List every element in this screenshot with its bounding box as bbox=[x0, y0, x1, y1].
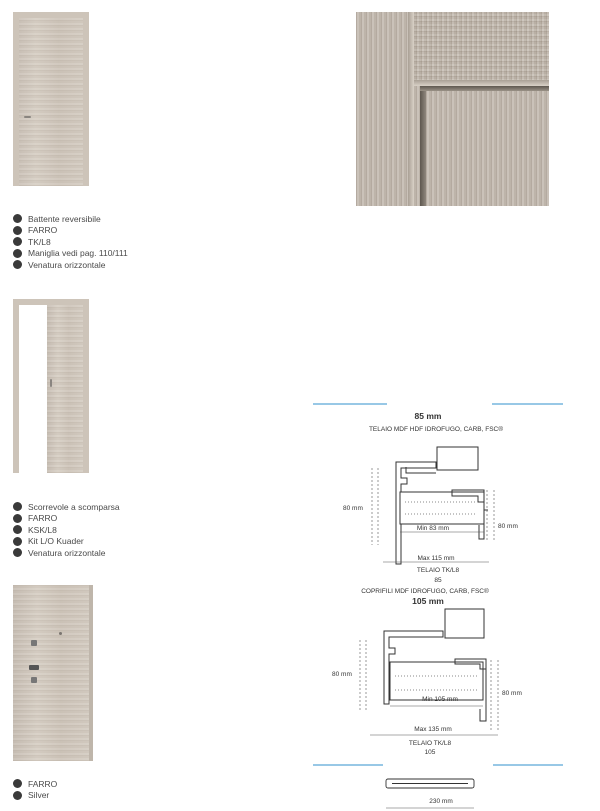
d1-max-label: Max 115 mm bbox=[417, 555, 455, 562]
d1-height-right: 80 mm bbox=[498, 523, 518, 530]
d1-height-left: 80 mm bbox=[343, 505, 363, 512]
d2-telaio-label: TELAIO TK/L8 bbox=[408, 740, 452, 747]
coprifili-material-label: COPRIFILI MDF IDROFUGO, CARB, FSC® bbox=[361, 588, 489, 595]
d1-number: 85 bbox=[434, 577, 442, 584]
d2-max-label: Max 135 mm bbox=[414, 726, 452, 733]
top-width-label: 85 mm bbox=[414, 411, 442, 421]
feature-label: FARRO bbox=[28, 225, 58, 236]
d1-telaio-label: TELAIO TK/L8 bbox=[416, 567, 460, 574]
feature-label: Kit L/O Kuader bbox=[28, 536, 84, 547]
feature-label: Venatura orizzontale bbox=[28, 259, 106, 270]
feature-label: FARRO bbox=[28, 778, 58, 789]
feature-label: Battente reversibile bbox=[28, 213, 101, 224]
d2-min-label: Min 105 mm bbox=[422, 696, 458, 703]
feature-label: Silver bbox=[28, 790, 50, 801]
d1-min-label: Min 83 mm bbox=[416, 525, 450, 532]
d2-number: 105 bbox=[424, 749, 436, 756]
feature-label: TK/L8 bbox=[28, 236, 51, 247]
d2-width-label: 105 mm bbox=[412, 596, 444, 606]
d2-height-left: 80 mm bbox=[332, 671, 352, 678]
d2-height-right: 80 mm bbox=[502, 690, 522, 697]
feature-label: KSK/L8 bbox=[28, 524, 57, 535]
feature-label: Venatura orizzontale bbox=[28, 547, 106, 558]
feature-label: Scorrevole a scomparsa bbox=[28, 501, 120, 512]
telaio-material-label: TELAIO MDF HDF IDROFUGO, CARB, FSC® bbox=[368, 426, 504, 433]
feature-label: Maniglia vedi pag. 110/111 bbox=[28, 248, 128, 259]
feature-label: FARRO bbox=[28, 513, 58, 524]
bottom-width-label: 230 mm bbox=[429, 798, 453, 805]
